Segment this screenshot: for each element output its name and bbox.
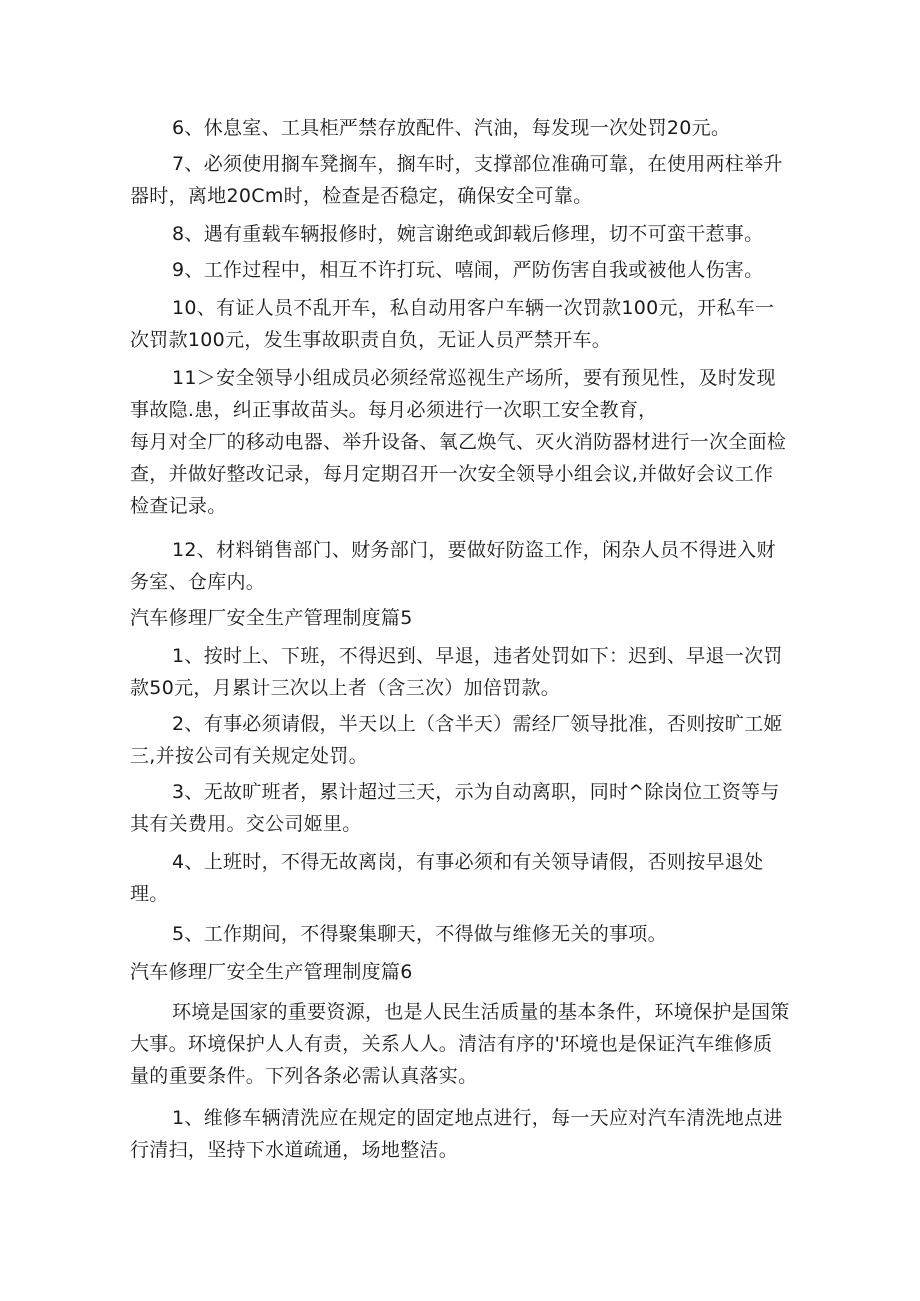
paragraph-section5-item-4: 4、上班时，不得无故离岗，有事必须和有关领导请假，否则按早退处理。 — [130, 851, 764, 905]
section-heading-6: 汽车修理厂安全生产管理制度篇6 — [130, 961, 413, 983]
paragraph-item-11-continued: 每月对全厂的移动电器、举升设备、氧乙焕气、灭火消防器材进行一次全面检查，并做好整改记录，每月定期召开一次安全领导小组会议,并做好会议工作检查记录。 — [130, 431, 787, 517]
paragraph-section5-item-5: 5、工作期间，不得聚集聊天，不得做与维修无关的事项。 — [172, 923, 667, 945]
paragraph-item-10: 10、有证人员不乱开车，私自动用客户车辆一次罚款100元，开私车一次罚款100元，发生事故职责自负，无证人员严禁开车。 — [130, 297, 775, 351]
paragraph-section5-item-3: 3、无故旷班者，累计超过三天，示为自动离职，同时^除岗位工资等与其有关费用。交公司姬里。 — [130, 781, 780, 835]
paragraph-item-6: 6、休息室、工具柜严禁存放配件、汽油，每发现一次处罚20元。 — [172, 117, 731, 139]
section-heading-5: 汽车修理厂安全生产管理制度篇5 — [130, 607, 413, 629]
paragraph-item-8: 8、遇有重载车辆报修时，婉言谢绝或卸载后修理，切不可蛮干惹事。 — [172, 223, 764, 245]
paragraph-section6-item-1: 1、维修车辆清洗应在规定的固定地点进行，每一天应对汽车清洗地点进行清扫，坚持下水道疏通，场地整洁。 — [130, 1107, 783, 1161]
paragraph-item-9: 9、工作过程中，相互不许打玩、嘻闹，严防伤害自我或被他人伤害。 — [172, 259, 764, 281]
paragraph-item-7: 7、必须使用搁车凳搁车，搁车时，支撑部位准确可靠，在使用两柱举升器时，离地20Cm时，检查是否稳定，确保安全可靠。 — [130, 153, 783, 207]
paragraph-section5-item-1: 1、按时上、下班，不得迟到、早退，违者处罚如下：迟到、早退一次罚款50元，月累计三次以上者（含三次）加倍罚款。 — [130, 645, 783, 699]
paragraph-item-11: 11＞安全领导小组成员必须经常巡视生产场所，要有预见性，及时发现事故隐.患，纠正事故苗头。每月必须进行一次职工安全教育， — [130, 367, 776, 421]
paragraph-item-12: 12、材料销售部门、财务部门，要做好防盗工作，闲杂人员不得进入财务室、仓库内。 — [130, 539, 776, 593]
paragraph-section6-intro: 环境是国家的重要资源，也是人民生活质量的基本条件，环境保护是国策大事。环境保护人人有责，关系人人。清洁有序的'环境也是保证汽车维修质量的重要条件。下列各条必需认真落实。 — [130, 1001, 790, 1087]
paragraph-section5-item-2: 2、有事必须请假，半天以上（含半天）需经厂领导批准，否则按旷工姬三,并按公司有关规定处罚。 — [130, 713, 783, 767]
